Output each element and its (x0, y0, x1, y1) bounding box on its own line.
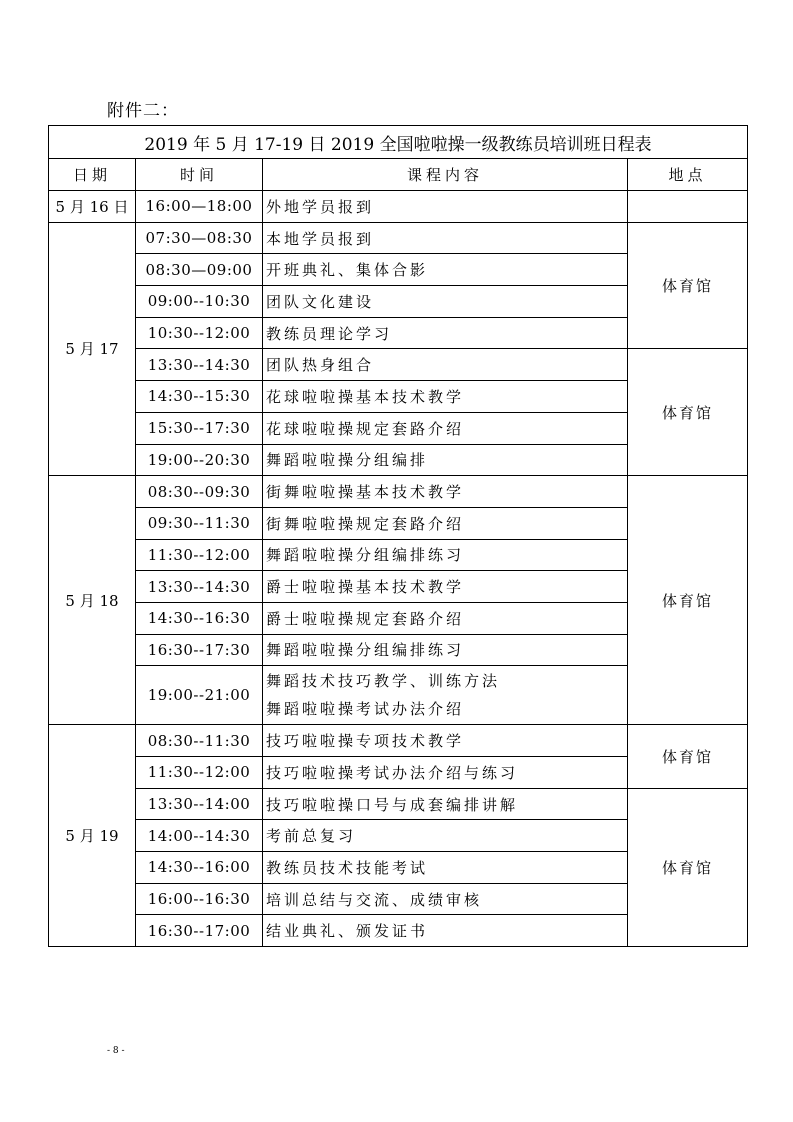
course-cell: 团队文化建设 (263, 286, 628, 318)
venue-cell: 体育馆 (628, 222, 748, 349)
time-cell: 19:00--20:30 (136, 444, 263, 476)
course-cell: 爵士啦啦操规定套路介绍 (263, 602, 628, 634)
course-cell: 街舞啦啦操规定套路介绍 (263, 507, 628, 539)
venue-cell: 体育馆 (628, 349, 748, 476)
table-row (49, 349, 748, 381)
time-cell: 16:00--16:30 (136, 883, 263, 915)
time-cell: 16:00—18:00 (136, 191, 263, 223)
course-cell: 结业典礼、颁发证书 (263, 915, 628, 947)
time-cell: 08:30--11:30 (136, 725, 263, 757)
course-cell: 开班典礼、集体合影 (263, 254, 628, 286)
header-date: 日期 (49, 159, 136, 191)
course-cell: 花球啦啦操规定套路介绍 (263, 412, 628, 444)
course-cell: 团队热身组合 (263, 349, 628, 381)
header-row (49, 159, 748, 191)
course-cell: 技巧啦啦操口号与成套编排讲解 (263, 788, 628, 820)
time-cell: 13:30--14:30 (136, 349, 263, 381)
course-cell: 爵士啦啦操基本技术教学 (263, 571, 628, 603)
time-cell: 10:30--12:00 (136, 317, 263, 349)
table-row (49, 222, 748, 254)
time-cell: 19:00--21:00 (136, 666, 263, 725)
time-cell: 08:30--09:30 (136, 476, 263, 508)
course-cell: 技巧啦啦操考试办法介绍与练习 (263, 757, 628, 789)
course-line: 舞蹈技术技巧教学、训练方法 (266, 672, 501, 691)
table-row (49, 788, 748, 820)
course-cell: 考前总复习 (263, 820, 628, 852)
course-cell: 技巧啦啦操专项技术教学 (263, 725, 628, 757)
date-cell: 5 月 16 日 (49, 191, 136, 223)
table-row (49, 725, 748, 757)
course-cell: 舞蹈啦啦操分组编排练习 (263, 539, 628, 571)
course-cell: 教练员理论学习 (263, 317, 628, 349)
schedule-title: 2019 年 5 月 17-19 日 2019 全国啦啦操一级教练员培训班日程表 (49, 126, 748, 159)
course-cell: 外地学员报到 (263, 191, 628, 223)
table-row (49, 191, 748, 223)
page-number: - 8 - (107, 1046, 125, 1056)
course-cell: 舞蹈啦啦操分组编排 (263, 444, 628, 476)
course-cell: 培训总结与交流、成绩审核 (263, 883, 628, 915)
course-cell: 本地学员报到 (263, 222, 628, 254)
venue-cell: 体育馆 (628, 788, 748, 946)
time-cell: 14:30--15:30 (136, 381, 263, 413)
date-cell: 5 月 18 (49, 476, 136, 725)
venue-cell: 体育馆 (628, 725, 748, 788)
time-cell: 14:00--14:30 (136, 820, 263, 852)
date-cell: 5 月 17 (49, 222, 136, 476)
venue-cell: 体育馆 (628, 476, 748, 725)
time-cell: 09:00--10:30 (136, 286, 263, 318)
time-cell: 11:30--12:00 (136, 539, 263, 571)
header-time: 时间 (136, 159, 263, 191)
table-row (49, 476, 748, 508)
time-cell: 14:30--16:00 (136, 852, 263, 884)
time-cell: 09:30--11:30 (136, 507, 263, 539)
attachment-label: 附件二： (107, 101, 179, 121)
time-cell: 13:30--14:30 (136, 571, 263, 603)
header-course: 课程内容 (263, 159, 628, 191)
course-cell: 街舞啦啦操基本技术教学 (263, 476, 628, 508)
course-line: 舞蹈啦啦操考试办法介绍 (266, 700, 465, 719)
course-cell (263, 666, 628, 725)
course-cell: 舞蹈啦啦操分组编排练习 (263, 634, 628, 666)
course-cell: 花球啦啦操基本技术教学 (263, 381, 628, 413)
time-cell: 16:30--17:30 (136, 634, 263, 666)
time-cell: 14:30--16:30 (136, 602, 263, 634)
venue-cell (628, 191, 748, 223)
course-cell: 教练员技术技能考试 (263, 852, 628, 884)
time-cell: 08:30—09:00 (136, 254, 263, 286)
header-venue: 地点 (628, 159, 748, 191)
time-cell: 15:30--17:30 (136, 412, 263, 444)
time-cell: 16:30--17:00 (136, 915, 263, 947)
date-cell: 5 月 19 (49, 725, 136, 947)
schedule-table (48, 125, 748, 947)
time-cell: 13:30--14:00 (136, 788, 263, 820)
time-cell: 07:30—08:30 (136, 222, 263, 254)
time-cell: 11:30--12:00 (136, 757, 263, 789)
